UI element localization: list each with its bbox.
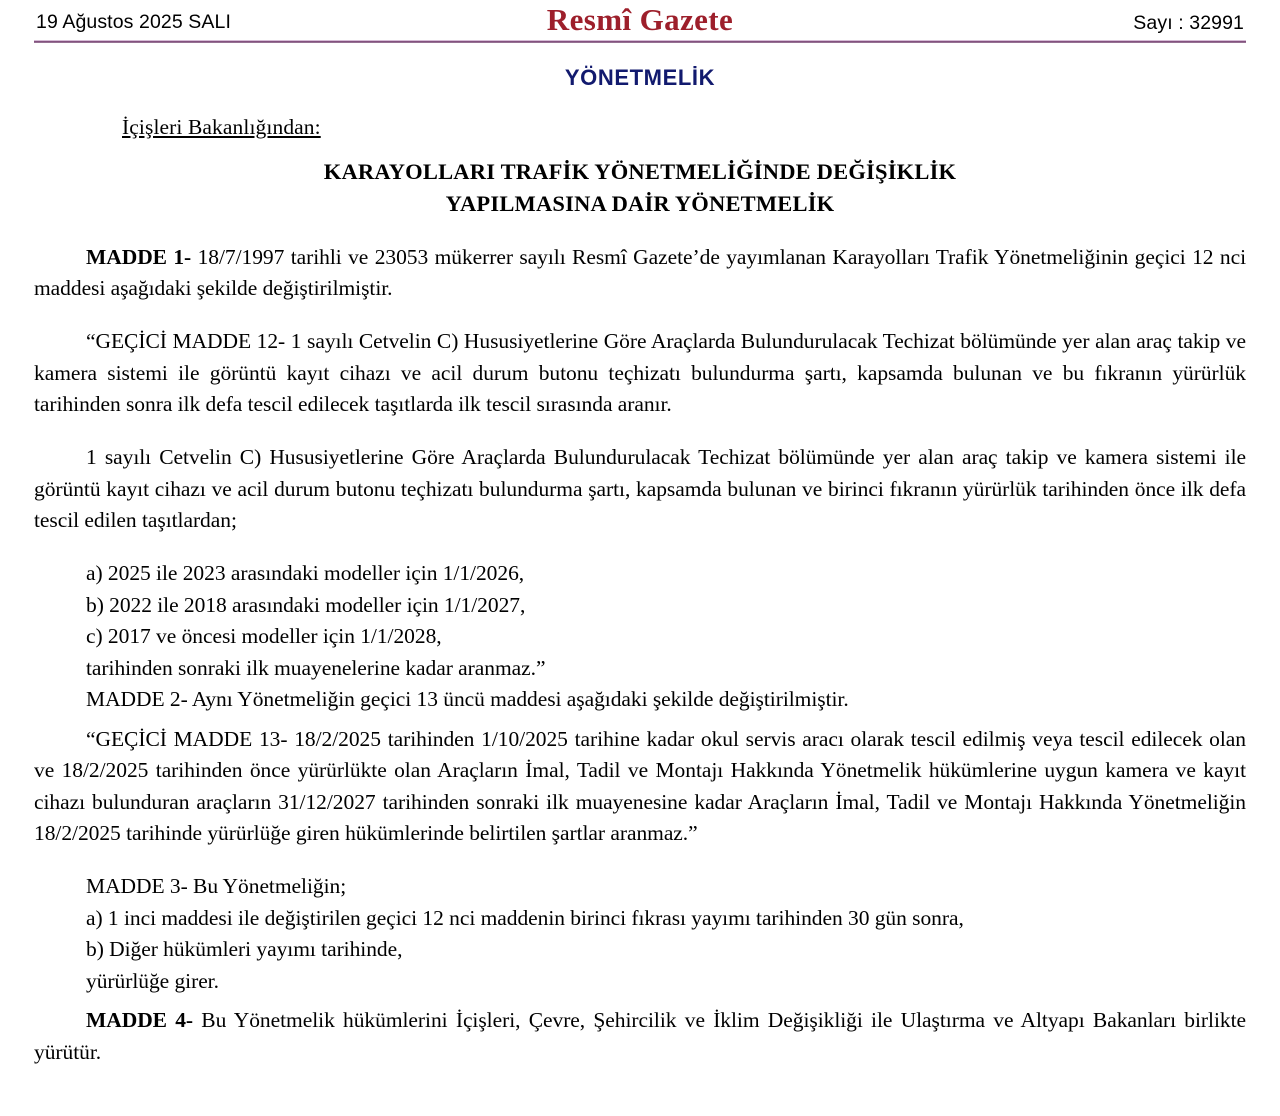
masthead-date: 19 Ağustos 2025 SALI <box>36 10 231 33</box>
issuer-line: İçişleri Bakanlığından: <box>122 115 321 139</box>
masthead <box>0 0 1280 40</box>
article-3-label: MADDE 3- <box>86 874 188 899</box>
gecici-madde-12-item-c: c) 2017 ve öncesi modeller için 1/1/2028, <box>86 624 442 649</box>
masthead-divider <box>34 40 1246 43</box>
section-heading: YÖNETMELİK <box>564 65 716 90</box>
article-4-label: MADDE 4- <box>86 1008 194 1033</box>
article-1-label: MADDE 1- <box>86 244 192 269</box>
masthead-issue-number: Sayı : 32991 <box>1133 11 1244 34</box>
gecici-madde-12-paragraph-2: 1 sayılı Cetvelin C) Hususiyetlerine Göre Araçlarda Bulundurulacak Techizat bölümünde yer alan araç takip ve kamera sistemi ile görüntü kayıt cihazı ve acil durum butonu teçhizatı bulundurma şartı, kapsamda bulunan ve birinci fıkranın yürürlük tarihinden önce ilk defa tescil edilen taşıtlardan; <box>34 445 1246 533</box>
article-3-item-b: b) Diğer hükümleri yayımı tarihinde, <box>86 937 403 962</box>
document-title-line-1: KARAYOLLARI TRAFİK YÖNETMELİĞİNDE DEĞİŞİKLİK <box>323 159 957 184</box>
article-3-item-a: a) 1 inci maddesi ile değiştirilen geçici 12 nci maddenin birinci fıkrası yayımı tarihinden 30 gün sonra, <box>86 905 964 930</box>
article-madde-3 <box>34 871 1246 902</box>
article-2-label: MADDE 2- <box>86 687 188 712</box>
gecici-madde-12-paragraph-1: “GEÇİCİ MADDE 12- 1 sayılı Cetvelin C) Hususiyetlerine Göre Araçlarda Bulundurulacak Techizat bölümünde yer alan araç takip ve kamera sistemi ile görüntü kayıt cihazı ve acil durum butonu teçhizatı bulundurma şartı, kapsamda bulunan ve bu fıkranın yürürlük tarihinden sonra ilk defa tescil edilecek taşıtlarda ilk tescil sırasında aranır. <box>34 329 1246 417</box>
article-madde-4 <box>34 1005 1246 1068</box>
article-madde-1 <box>34 242 1246 305</box>
article-3-closing: yürürlüğe girer. <box>86 968 219 993</box>
gecici-madde-13-paragraph-1: “GEÇİCİ MADDE 13- 18/2/2025 tarihinden 1/10/2025 tarihine kadar okul servis aracı olarak tescil edilmiş veya tescil edilecek olan ve 18/2/2025 tarihinden önce yürürlükte olan Araçların İmal, Tadil ve Montajı Hakkında Yönetmelik hükümlerine uygun kamera ve kayıt cihazı bulunduran araçların 31/12/2027 tarihinden sonraki ilk muayenesine kadar Araçların İmal, Tadil ve Montajı Hakkında Yönetmeliğin 18/2/2025 tarihinde yürürlüğe giren hükümlerinde belirtilen şartlar aranmaz.” <box>34 726 1246 846</box>
document-title-line-2: YAPILMASINA DAİR YÖNETMELİK <box>445 190 835 216</box>
document-title <box>34 156 1246 220</box>
document-body <box>0 115 1280 1068</box>
article-madde-2 <box>34 684 1246 715</box>
article-4-text: Bu Yönetmelik hükümlerini İçişleri, Çevre, Şehircilik ve İklim Değişikliği ile Ulaştırma ve Altyapı Bakanları birlikte yürütür. <box>34 1008 1246 1064</box>
gecici-madde-12-closing: tarihinden sonraki ilk muayenelerine kadar aranmaz.” <box>86 655 546 680</box>
gecici-madde-12-item-a: a) 2025 ile 2023 arasındaki modeller için 1/1/2026, <box>86 561 525 586</box>
gecici-madde-12-item-b: b) 2022 ile 2018 arasındaki modeller için 1/1/2027, <box>86 592 526 617</box>
masthead-title: Resmî Gazete <box>546 2 734 37</box>
article-1-text: 18/7/1997 tarihli ve 23053 mükerrer sayılı Resmî Gazete’de yayımlanan Karayolları Trafik Yönetmeliğinin geçici 12 nci maddesi aşağıdaki şekilde değiştirilmiştir. <box>34 244 1246 301</box>
article-3-text: Bu Yönetmeliğin; <box>187 874 347 899</box>
article-2-text: Aynı Yönetmeliğin geçici 13 üncü maddesi aşağıdaki şekilde değiştirilmiştir. <box>187 687 849 712</box>
